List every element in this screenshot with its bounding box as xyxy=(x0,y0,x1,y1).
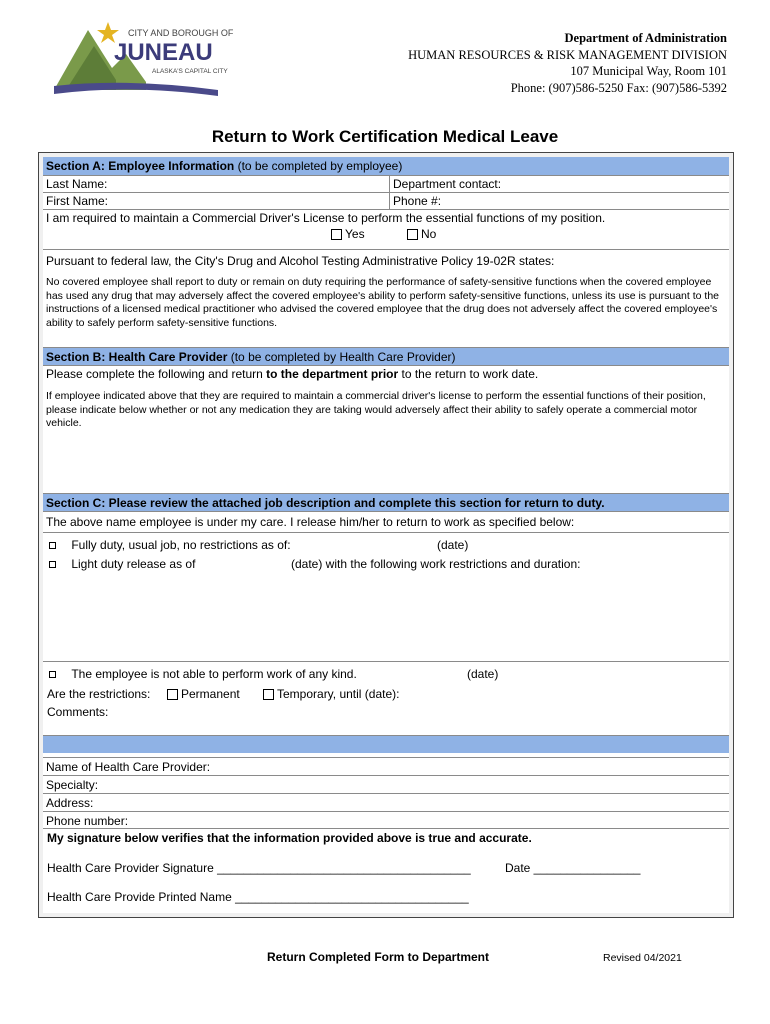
signature-date-line[interactable]: Date ________________ xyxy=(505,861,641,875)
provider-phone-field[interactable]: Phone number: xyxy=(43,811,729,828)
policy-intro: Pursuant to federal law, the City's Drug and Alcohol Testing Administrative Policy 19-02R states: xyxy=(46,254,555,268)
section-b-cdl-text: If employee indicated above that they are required to maintain a commercial driver's license to perform the essential functions of their position, please indicate below whether or not any medication they are taking would adversely affect their ability to safely operate a commercial motor vehicle. xyxy=(46,390,706,429)
light-duty-date[interactable]: (date) with the following work restrictions and duration: xyxy=(291,557,581,571)
release-statement: The above name employee is under my care. I release him/her to return to work as specified below: xyxy=(43,511,729,532)
section-a-heading: Section A: Employee Information (to be completed by employee) xyxy=(43,157,729,175)
last-name-row xyxy=(43,175,729,192)
svg-text:JUNEAU: JUNEAU xyxy=(114,39,213,66)
not-able-option[interactable]: The employee is not able to perform work of any kind. xyxy=(49,667,357,681)
duty-options xyxy=(43,532,729,661)
policy-row xyxy=(43,249,729,347)
footer-return: Return Completed Form to Department xyxy=(267,950,490,964)
cdl-no-option[interactable]: No xyxy=(407,227,436,241)
permanent-option[interactable]: Permanent xyxy=(167,687,240,701)
printed-name-line[interactable]: Health Care Provide Printed Name ___________________________________ xyxy=(47,890,469,904)
provider-name-field[interactable]: Name of Health Care Provider: xyxy=(43,757,729,775)
section-b-heading: Section B: Health Care Provider (to be completed by Health Care Provider) xyxy=(43,347,729,365)
form-frame xyxy=(38,152,734,918)
logo-water xyxy=(54,83,218,96)
restrictions-block xyxy=(43,683,729,735)
light-duty-checkbox[interactable] xyxy=(49,561,56,568)
no-checkbox[interactable] xyxy=(407,229,418,240)
cdl-statement: I am required to maintain a Commercial Driver's License to perform the essential functions of my position. xyxy=(46,211,606,225)
division-name: HUMAN RESOURCES & RISK MANAGEMENT DIVISION xyxy=(408,47,727,62)
svg-text:ALASKA'S CAPITAL CITY: ALASKA'S CAPITAL CITY xyxy=(152,68,228,75)
permanent-checkbox[interactable] xyxy=(167,689,178,700)
not-able-date[interactable]: (date) xyxy=(467,667,499,681)
section-c-heading: Section C: Please review the attached job description and complete this section for return to duty. xyxy=(43,493,729,511)
temporary-checkbox[interactable] xyxy=(263,689,274,700)
last-name-field[interactable]: Last Name: xyxy=(46,177,108,191)
footer-revised: Revised 04/2021 xyxy=(603,952,682,964)
provider-address-field[interactable]: Address: xyxy=(43,793,729,811)
section-b-body xyxy=(43,365,729,493)
juneau-logo xyxy=(50,20,234,100)
signature-block xyxy=(43,828,729,914)
section-b-instructions: Please complete the following and return to the department prior to the return to work date. xyxy=(46,367,539,381)
full-duty-checkbox[interactable] xyxy=(49,542,56,549)
light-duty-option[interactable]: Light duty release as of xyxy=(49,557,195,571)
policy-text: No covered employee shall report to duty or remain on duty requiring the performance of safety-sensitive functions when the covered employee has used any drug that may adversely affect the covered employee's ability to perform safety-sensitive functions, unless its use is pursuant to the instructions of a licensed medical practitioner who advised the covered employee that the drug does not adversely affect the covered employee's ability to safely perform safety-sensitive functions. xyxy=(46,276,719,329)
not-able-checkbox[interactable] xyxy=(49,671,56,678)
provider-specialty-field[interactable]: Specialty: xyxy=(43,775,729,793)
verify-statement: My signature below verifies that the information provided above is true and accurate. xyxy=(47,831,532,845)
provider-section-bar xyxy=(43,735,729,753)
svg-text:CITY AND BOROUGH OF: CITY AND BOROUGH OF xyxy=(128,28,234,38)
dept-phone: Phone: (907)586-5250 Fax: (907)586-5392 xyxy=(510,80,727,95)
dept-address: 107 Municipal Way, Room 101 xyxy=(570,64,727,78)
restrictions-question: Are the restrictions: xyxy=(47,687,151,701)
full-duty-option[interactable]: Fully duty, usual job, no restrictions as of: xyxy=(49,538,291,552)
department-header xyxy=(408,30,727,96)
dept-contact-field[interactable]: Department contact: xyxy=(389,176,504,192)
comments-field[interactable]: Comments: xyxy=(47,705,109,719)
dept-name: Department of Administration xyxy=(564,31,727,45)
signature-line[interactable]: Health Care Provider Signature ______________________________________ xyxy=(47,861,471,875)
first-name-field[interactable]: First Name: xyxy=(46,194,109,208)
yes-checkbox[interactable] xyxy=(331,229,342,240)
first-name-row xyxy=(43,192,729,209)
full-duty-date[interactable]: (date) xyxy=(437,538,469,552)
not-able-row xyxy=(43,661,729,683)
phone-field[interactable]: Phone #: xyxy=(389,193,444,209)
temporary-option[interactable]: Temporary, until (date): xyxy=(263,687,400,701)
cdl-row xyxy=(43,209,729,249)
cdl-yes-option[interactable]: Yes xyxy=(331,227,365,241)
page-title: Return to Work Certification Medical Leave xyxy=(211,127,559,146)
